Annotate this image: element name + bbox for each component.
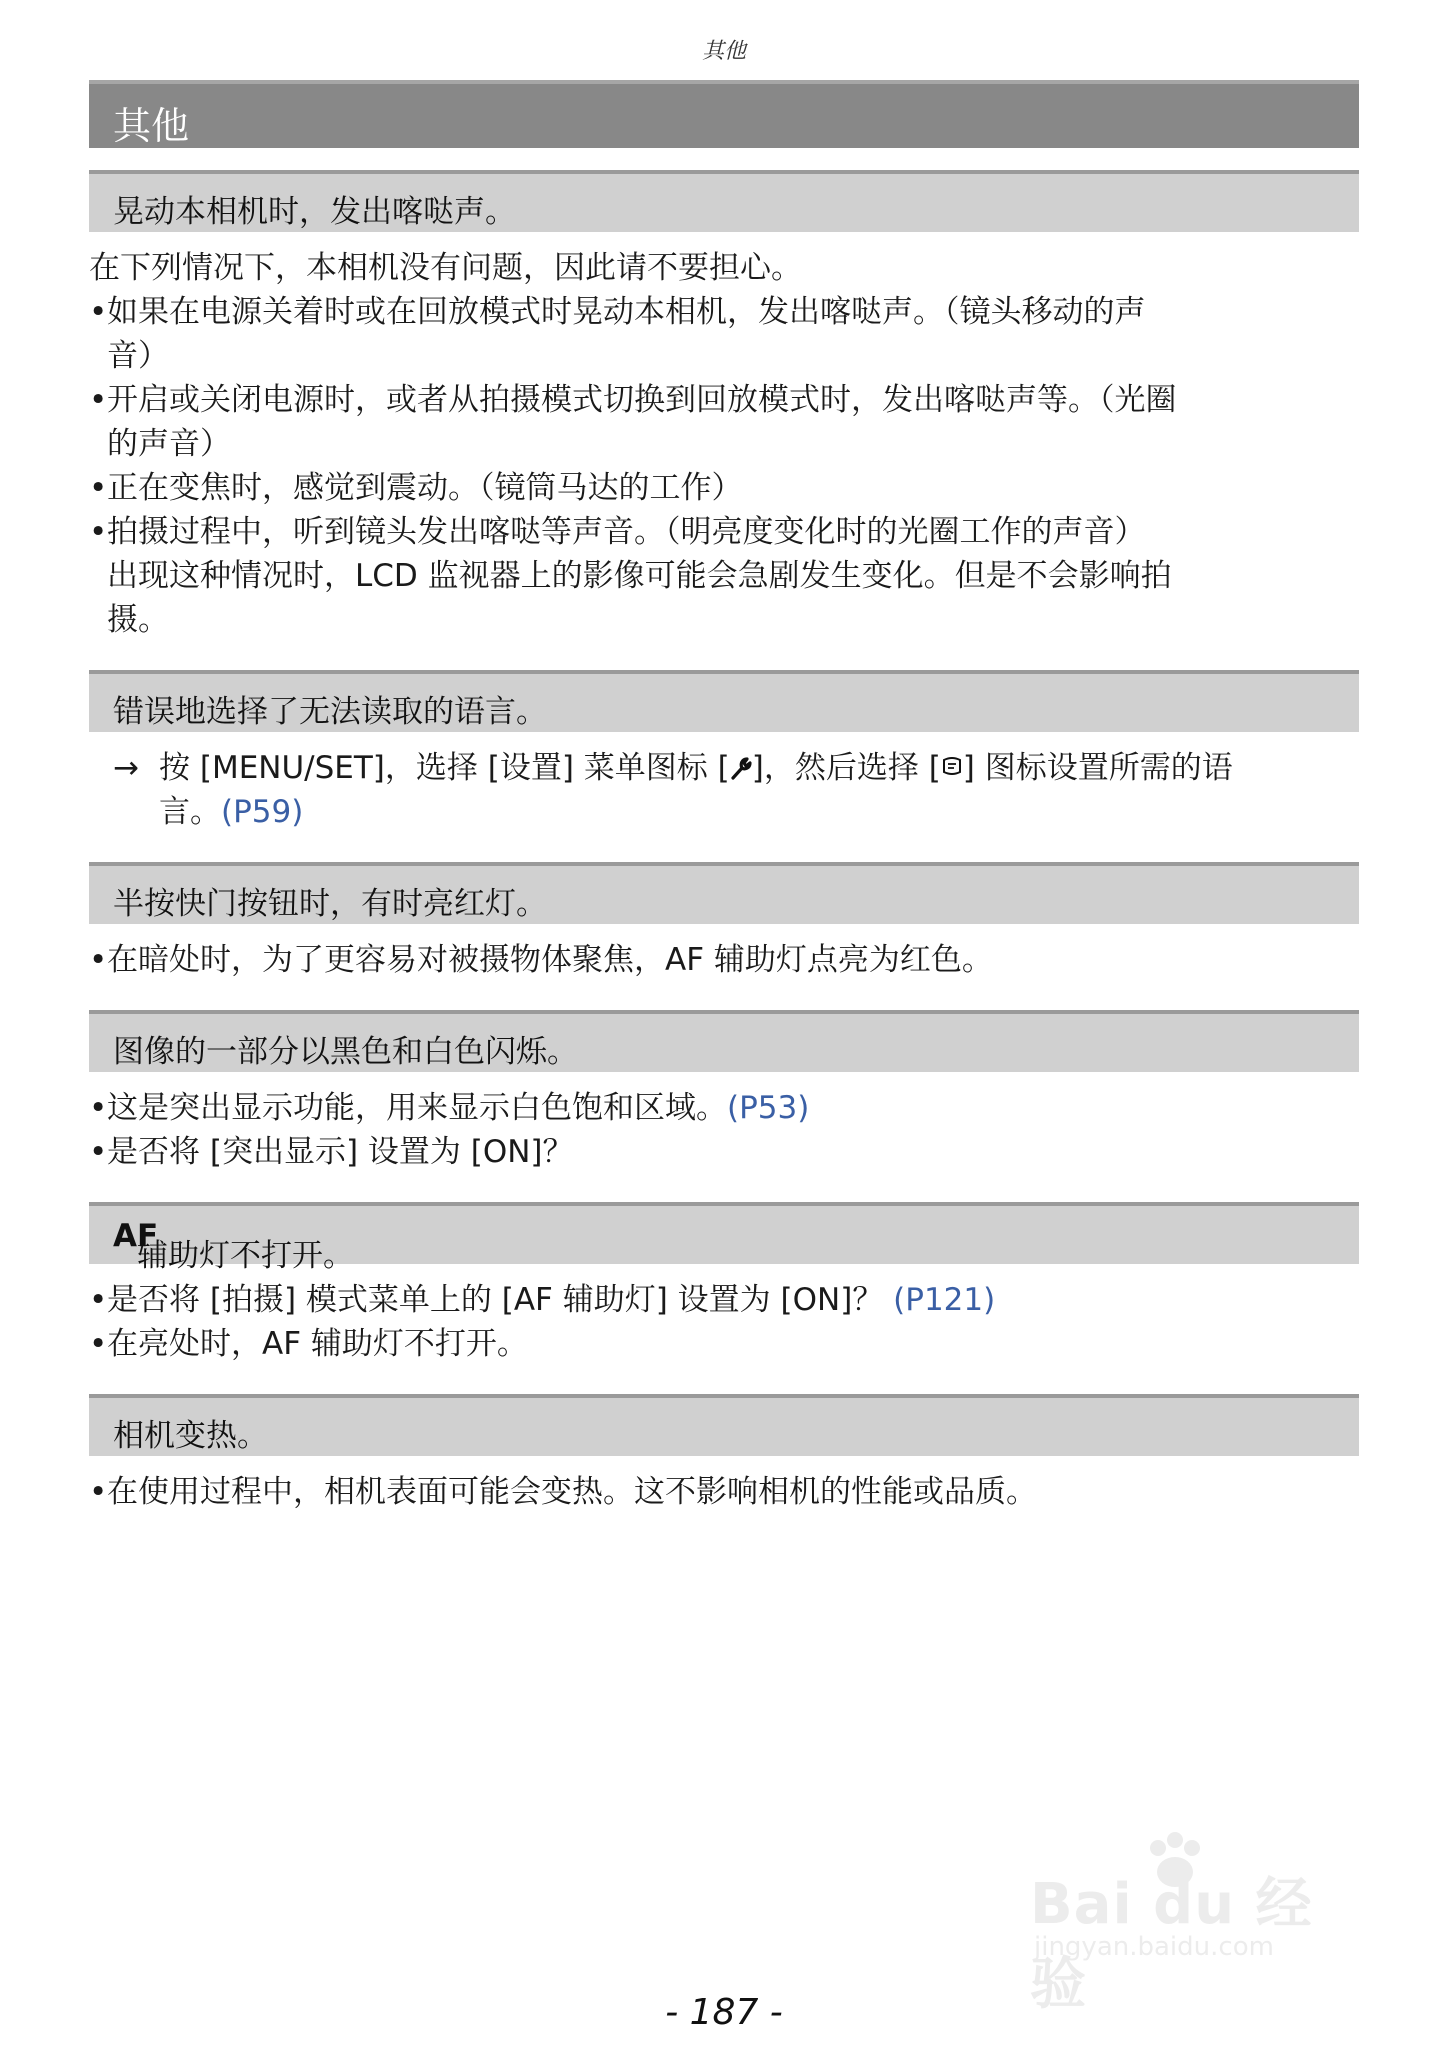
list-item-continuation: 音）: [107, 338, 169, 374]
list-item-continuation: 摄。: [107, 602, 169, 638]
list-item-text: 是否将 [拍摄] 模式菜单上的 [AF 辅助灯] 设置为 [ON]？: [107, 1282, 894, 1318]
section-intro: 在下列情况下，本相机没有问题，因此请不要担心。: [89, 250, 802, 286]
content-area: [89, 170, 1359, 1542]
section-camera-shake: [89, 170, 1359, 642]
section-camera-heat: [89, 1394, 1359, 1514]
section-heading: [89, 670, 1359, 732]
bullet-icon: •: [89, 382, 108, 418]
instruction-line: [89, 746, 1359, 834]
list-item: [89, 510, 1359, 554]
language-icon: [941, 754, 963, 782]
section-heading-text: 错误地选择了无法读取的语言。: [113, 694, 547, 730]
page-reference-link[interactable]: (P59): [221, 794, 304, 830]
list-item-text: 正在变焦时，感觉到震动。（镜筒马达的工作）: [107, 470, 743, 506]
bullet-icon: •: [89, 294, 108, 330]
instruction-text-3: ] 图标设置所需的语: [962, 750, 1233, 786]
bullet-icon: •: [89, 942, 108, 978]
section-red-light: [89, 862, 1359, 982]
list-item: [89, 290, 1359, 334]
section-heading: [89, 1394, 1359, 1456]
list-item: [89, 1470, 1359, 1514]
bullet-icon: •: [89, 1090, 108, 1126]
section-heading-text: [113, 1218, 354, 1274]
section-heading-text: 半按快门按钮时，有时亮红灯。: [113, 886, 547, 922]
list-item-text: 是否将 [突出显示] 设置为 [ON]？: [107, 1134, 574, 1170]
section-heading-bold: AF: [113, 1218, 159, 1254]
section-heading: [89, 170, 1359, 232]
instruction-text-4: 言。: [159, 794, 221, 830]
bullet-icon: •: [89, 1474, 108, 1510]
instruction-text-2: ]，然后选择 [: [751, 750, 941, 786]
chapter-title: 其他: [113, 104, 190, 148]
section-heading-text: 相机变热。: [113, 1418, 268, 1454]
bullet-icon: •: [89, 1134, 108, 1170]
bullet-icon: •: [89, 470, 108, 506]
list-item-text: 在亮处时，AF 辅助灯不打开。: [107, 1326, 528, 1362]
running-header: 其他: [701, 39, 746, 64]
section-heading-rest: 辅助灯不打开。: [137, 1238, 354, 1274]
baidu-watermark: [1030, 1840, 1360, 2017]
page-reference-link[interactable]: (P121): [893, 1282, 996, 1318]
list-item-text: 在暗处时，为了更容易对被摄物体聚焦，AF 辅助灯点亮为红色。: [107, 942, 993, 978]
list-item-continuation: 出现这种情况时，LCD 监视器上的影像可能会急剧发生变化。但是不会影响拍: [107, 558, 1172, 594]
section-heading: [89, 862, 1359, 924]
list-item-text: 如果在电源关着时或在回放模式时晃动本相机，发出喀哒声。（镜头移动的声: [107, 294, 1146, 330]
list-item-text: 拍摄过程中，听到镜头发出喀哒等声音。（明亮度变化时的光圈工作的声音）: [107, 514, 1146, 550]
page-reference-link[interactable]: (P53): [727, 1090, 810, 1126]
list-item-text: 在使用过程中，相机表面可能会变热。这不影响相机的性能或品质。: [107, 1474, 1037, 1510]
section-heading: [89, 1202, 1359, 1274]
bullet-icon: •: [89, 1282, 108, 1318]
wrench-icon: [730, 754, 752, 782]
page-number: - 187 -: [665, 1992, 783, 2033]
list-item: [89, 1322, 1359, 1366]
list-item-text: 这是突出显示功能，用来显示白色饱和区域。: [107, 1090, 727, 1126]
list-item: [89, 938, 1359, 982]
section-heading: [89, 1010, 1359, 1072]
watermark-brand: Bai du 经验: [1030, 1872, 1313, 2017]
list-item: [89, 1086, 1359, 1130]
section-wrong-language: [89, 670, 1359, 834]
section-heading-text: 晃动本相机时，发出喀哒声。: [113, 194, 516, 230]
section-af-lamp: [89, 1202, 1359, 1366]
list-item: [89, 378, 1359, 422]
section-heading-text: 图像的一部分以黑色和白色闪烁。: [113, 1034, 578, 1070]
watermark-url: jingyan.baidu.com: [1034, 1932, 1274, 1962]
bullet-icon: •: [89, 514, 108, 550]
list-item: [89, 466, 1359, 510]
arrow-icon: →: [113, 750, 139, 786]
list-item-text: 开启或关闭电源时，或者从拍摄模式切换到回放模式时，发出喀哒声等。（光圈: [107, 382, 1177, 418]
bullet-icon: •: [89, 1326, 108, 1362]
section-highlight-flash: [89, 1010, 1359, 1174]
instruction-text-1: 按 [MENU/SET]，选择 [设置] 菜单图标 [: [159, 750, 730, 786]
list-item: [89, 1130, 1359, 1174]
list-item: [89, 1278, 1359, 1322]
chapter-title-bar: [89, 80, 1359, 148]
list-item-continuation: 的声音）: [107, 426, 231, 462]
